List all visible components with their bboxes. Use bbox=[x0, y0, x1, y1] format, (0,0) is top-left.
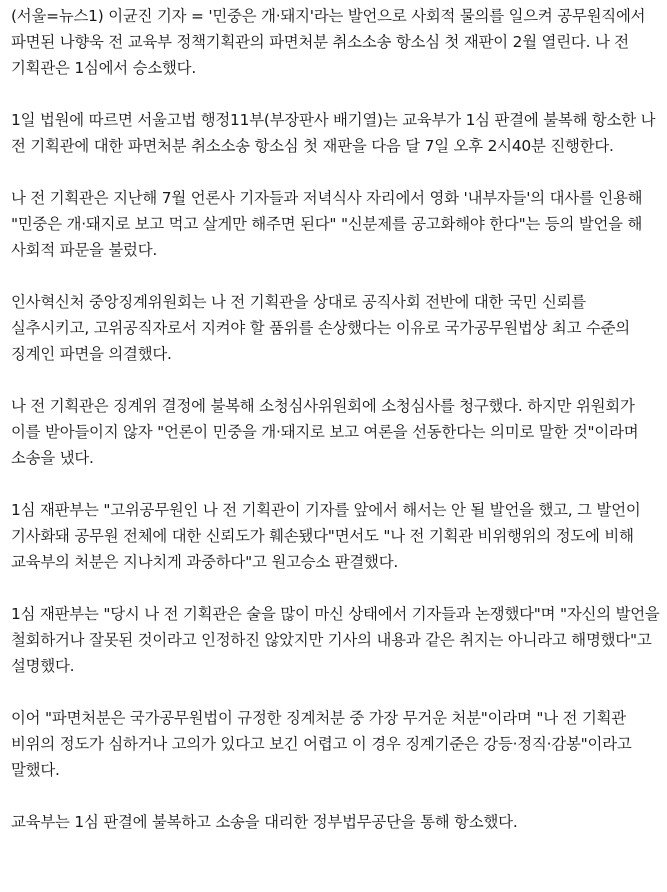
article-paragraph-1: (서울=뉴스1) 이균진 기자 = '민중은 개·돼지'라는 발언으로 사회적 물의를 일으켜 공무원직에서 파면된 나향욱 전 교육부 정책기획관의 파면처분 취소소송 항소심 첫 재판이 2월 열린다. 나 전 기획관은 1심에서 승소했다. bbox=[11, 7, 646, 77]
article-paragraph-7: 1심 재판부는 "당시 나 전 기획관은 술을 많이 마신 상태에서 기자들과 논쟁했다"며 "자신의 발언을 철회하거나 잘못된 것이라고 인정하진 않았지만 기사의 내용과 같은 취지는 아니라고 해명했다"고 설명했다. bbox=[11, 605, 660, 675]
article-paragraph-8: 이어 "파면처분은 국가공무원법이 규정한 징계처분 중 가장 무거운 처분"이라며 "나 전 기획관 비위의 정도가 심하거나 고의가 있다고 보긴 어렵고 이 경우 징계기준은 강등·정직·감봉"이라고 말했다. bbox=[11, 709, 632, 779]
news-article-body bbox=[11, 3, 661, 835]
article-paragraph-5: 나 전 기획관은 징계위 결정에 불복해 소청심사위원회에 소청심사를 청구했다. 하지만 위원회가 이를 받아들이지 않자 "언론이 민중을 개·돼지로 보고 여론을 선동한다는 의미로 말한 것"이라며 소송을 냈다. bbox=[11, 397, 639, 467]
article-paragraph-2: 1일 법원에 따르면 서울고법 행정11부(부장판사 배기열)는 교육부가 1심 판결에 불복해 항소한 나 전 기획관에 대한 파면처분 취소소송 항소심 첫 재판을 다음 달 7일 오후 2시40분 진행한다. bbox=[11, 111, 656, 155]
article-paragraph-3: 나 전 기획관은 지난해 7월 언론사 기자들과 저녁식사 자리에서 영화 '내부자들'의 대사를 인용해 "민중은 개·돼지로 보고 먹고 살게만 해주면 된다" "신분제를 공고화해야 한다"는 등의 발언을 해 사회적 파문을 불렀다. bbox=[11, 189, 643, 259]
article-paragraph-4: 인사혁신처 중앙징계위원회는 나 전 기획관을 상대로 공직사회 전반에 대한 국민 신뢰를 실추시키고, 고위공직자로서 지켜야 할 품위를 손상했다는 이유로 국가공무원법상 최고 수준의 징계인 파면을 의결했다. bbox=[11, 293, 630, 363]
article-paragraph-6: 1심 재판부는 "고위공무원인 나 전 기획관이 기자를 앞에서 해서는 안 될 발언을 했고, 그 발언이 기사화돼 공무원 전체에 대한 신뢰도가 훼손됐다"면서도 "나 전 기획관 비위행위의 정도에 비해 교육부의 처분은 지나치게 과중하다"고 원고승소 판결했다. bbox=[11, 501, 641, 571]
article-paragraph-9: 교육부는 1심 판결에 불복하고 소송을 대리한 정부법무공단을 통해 항소했다. bbox=[11, 813, 518, 831]
